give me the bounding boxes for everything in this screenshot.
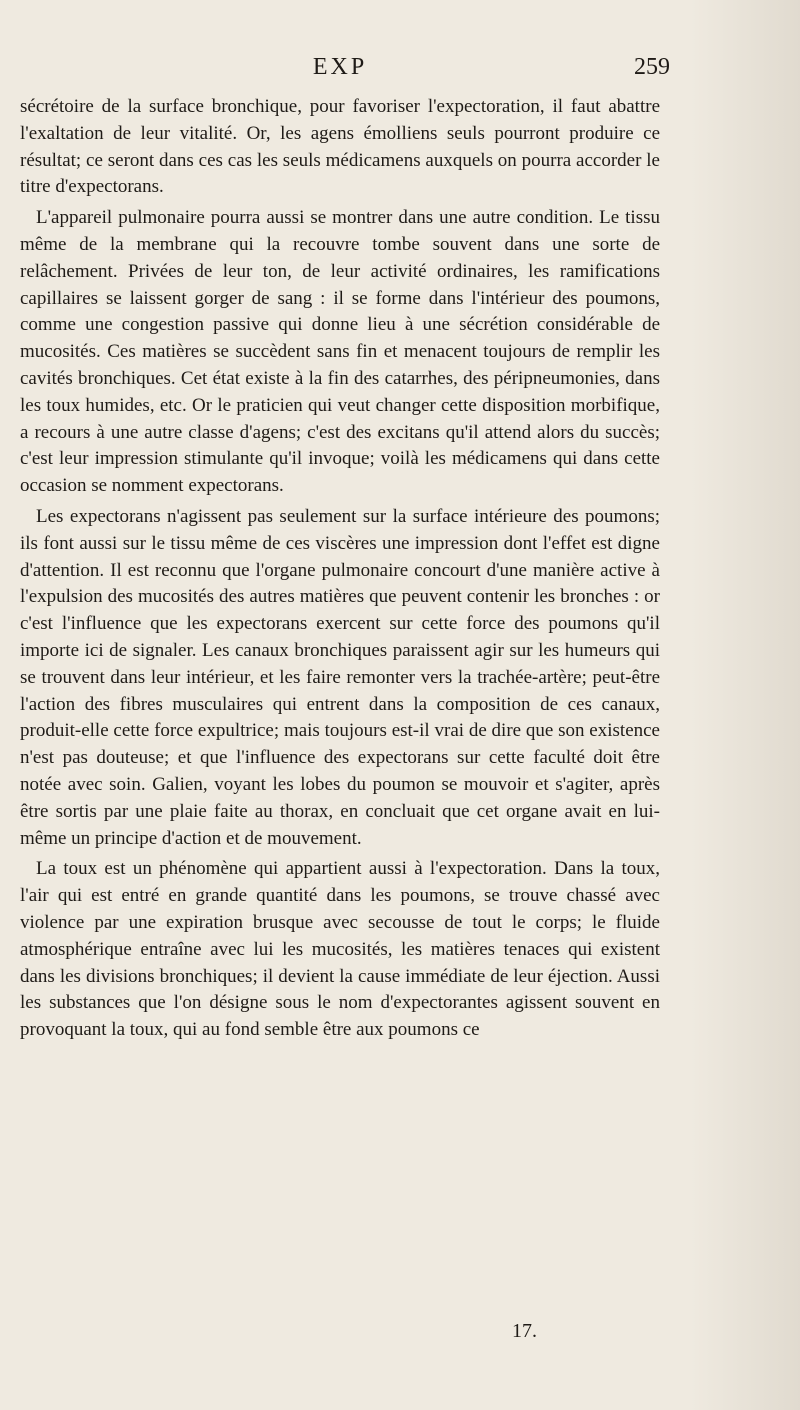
page-number: 259 bbox=[634, 54, 670, 80]
page-header bbox=[20, 54, 670, 90]
paragraph-2: L'appareil pulmonaire pourra aussi se montrer dans une autre condition. Le tissu même de la membrane qui la recouvre tombe souvent dans une sorte de relâchement. Privées de leur ton, de leur activité ordinaires, les ramifications capillaires se laissent gorger de sang : il se forme dans l'intérieur des poumons, comme une congestion passive qui donne lieu à une sécrétion considérable de mucosités. Ces matières se succèdent sans fin et menacent toujours de remplir les cavités bronchiques. Cet état existe à la fin des catarrhes, des péripneumonies, dans les toux humides, etc. Or le praticien qui veut changer cette disposition morbifique, a recours à une autre classe d'agens; c'est des excitans qu'il attend alors du succès; c'est leur impression stimulante qu'il invoque; voilà les médicamens qui dans cette occasion se nomment expectorans. bbox=[20, 207, 660, 497]
signature-mark: 17. bbox=[512, 1320, 537, 1342]
paragraph-1: sécrétoire de la surface bronchique, pour favoriser l'expectoration, il faut abattre l'exaltation de leur vitalité. Or, les agens émolliens seuls pourront produire ce résultat; ce seront dans ces cas les seuls médicamens auxquels on pourra accorder le titre d'expectorans. bbox=[20, 96, 660, 198]
paragraph-3: Les expectorans n'agissent pas seulement sur la surface intérieure des poumons; ils font aussi sur le tissu même de ces viscères une impression dont l'effet est digne d'attention. Il est reconnu que l'organe pulmonaire concourt d'une manière active à l'expulsion des mucosités des autres matières que peuvent contenir les bronches : or c'est l'influence que les expectorans exercent sur cette force des poumons qu'il importe ici de signaler. Les canaux bronchiques paraissent agir sur les humeurs qui se trouvent dans leur intérieur, et les faire remonter vers la trachée-artère; peut-être l'action des fibres musculaires qui entrent dans la composition de ces canaux, produit-elle cette force expultrice; mais toujours est-il vrai de dire que son existence n'est pas douteuse; et que l'influence des expectorans sur cette faculté doit être notée avec soin. Galien, voyant les lobes du poumon se mouvoir et s'agiter, après être sortis par une plaie faite au thorax, en concluait que cet organe avait en lui-même un principe d'action et de mouvement. bbox=[20, 505, 660, 849]
paragraph-4: La toux est un phénomène qui appartient aussi à l'expectoration. Dans la toux, l'air qui est entré en grande quantité dans les poumons, se trouve chassé avec violence par une expiration brusque avec secousse de tout le corps; le fluide atmosphérique entraîne avec lui les mucosités, les matières tenaces qui existent dans les divisions bronchiques; il devient la cause immédiate de leur éjection. Aussi les substances que l'on désigne sous le nom d'expectorantes agissent souvent en provoquant la toux, qui au fond semble être aux poumons ce bbox=[20, 858, 660, 1041]
page-edge-shadow bbox=[690, 0, 800, 1410]
running-head: EXP bbox=[312, 54, 368, 80]
book-page bbox=[20, 54, 670, 1048]
